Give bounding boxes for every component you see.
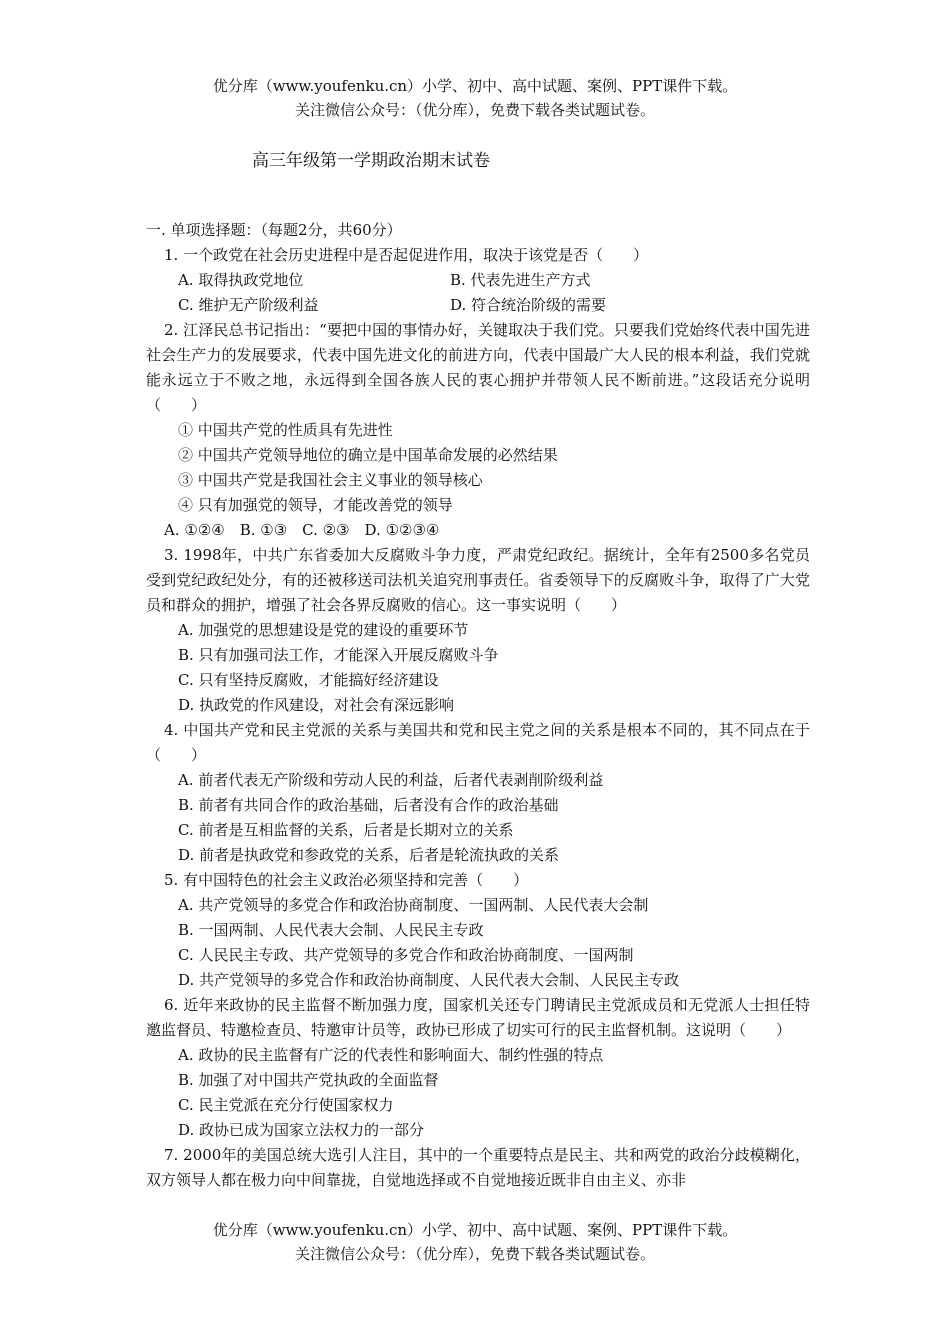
option-d: D. 政协已成为国家立法权力的一部分 xyxy=(178,1121,425,1139)
question-3-stem: 3. 1998年，中共广东省委加大反腐败斗争力度，严肃党纪政纪。据统计，全年有2500多名党员受到党纪政纪处分，有的还被移送司法机关追究刑事责任。省委领导下的反腐败斗争，取得了广大党员和群众的拥护，增强了社会各界反腐败的信心。这一事实说明（ ） xyxy=(146,546,810,614)
question-6-stem: 6. 近年来政协的民主监督不断加强力度，国家机关还专门聘请民主党派成员和无党派人士担任特邀监督员、特邀检查员、特邀审计员等，政协已形成了切实可行的民主监督机制。这说明（ ） xyxy=(146,996,810,1039)
question-1-options-row-1 xyxy=(146,268,810,293)
option-d: D. 符合统治阶级的需要 xyxy=(450,296,607,314)
option-d: D. 前者是执政党和参政党的关系，后者是轮流执政的关系 xyxy=(178,846,560,864)
option-c: C. 前者是互相监督的关系，后者是长期对立的关系 xyxy=(178,821,514,839)
option-b: B. 加强了对中国共产党执政的全面监督 xyxy=(178,1071,439,1089)
question-1-stem: 1. 一个政党在社会历史进程中是否起促进作用，取决于该党是否（ ） xyxy=(164,246,649,264)
question-4-stem: 4. 中国共产党和民主党派的关系与美国共和党和民主党之间的关系是根本不同的，其不同点在于（ ） xyxy=(146,721,810,764)
footer-line-2: 关注微信公众号：（优分库），免费下载各类试题试卷。 xyxy=(294,1245,655,1263)
exam-body xyxy=(146,218,810,1193)
option-a: A. 共产党领导的多党合作和政治协商制度、一国两制、人民代表大会制 xyxy=(178,896,649,914)
option-a: A. 取得执政党地位 xyxy=(178,271,304,289)
question-2-options: A. ①②④ B. ①③ C. ②③ D. ①②③④ xyxy=(164,521,440,539)
option-b: B. 只有加强司法工作，才能深入开展反腐败斗争 xyxy=(178,646,499,664)
option-d: D. 执政党的作风建设，对社会有深远影响 xyxy=(178,696,455,714)
section-heading: 一. 单项选择题：（每题2分，共60分） xyxy=(146,221,402,239)
option-a: A. 前者代表无产阶级和劳动人民的利益，后者代表剥削阶级利益 xyxy=(178,771,604,789)
option-d: D. 共产党领导的多党合作和政治协商制度、人民代表大会制、人民民主专政 xyxy=(178,971,680,989)
statement-1: ① 中国共产党的性质具有先进性 xyxy=(178,421,393,439)
option-c: C. 民主党派在充分行使国家权力 xyxy=(178,1096,394,1114)
header-line-2: 关注微信公众号：（优分库），免费下载各类试题试卷。 xyxy=(294,101,655,119)
site-footer xyxy=(0,1218,950,1266)
header-line-1: 优分库（www.youfenku.cn）小学、初中、高中试题、案例、PPT课件下载。 xyxy=(212,77,738,95)
option-a: A. 政协的民主监督有广泛的代表性和影响面大、制约性强的特点 xyxy=(178,1046,604,1064)
option-c: C. 维护无产阶级利益 xyxy=(178,296,319,314)
site-header xyxy=(0,74,950,122)
statement-4: ④ 只有加强党的领导，才能改善党的领导 xyxy=(178,496,453,514)
statement-2: ② 中国共产党领导地位的确立是中国革命发展的必然结果 xyxy=(178,446,558,464)
question-5-stem: 5. 有中国特色的社会主义政治必须坚持和完善（ ） xyxy=(164,871,529,889)
option-b: B. 代表先进生产方式 xyxy=(450,271,591,289)
question-1-options-row-2 xyxy=(146,293,810,318)
option-c: C. 人民民主专政、共产党领导的多党合作和政治协商制度、一国两制 xyxy=(178,946,634,964)
footer-line-1: 优分库（www.youfenku.cn）小学、初中、高中试题、案例、PPT课件下载。 xyxy=(212,1221,738,1239)
statement-3: ③ 中国共产党是我国社会主义事业的领导核心 xyxy=(178,471,483,489)
option-a: A. 加强党的思想建设是党的建设的重要环节 xyxy=(178,621,469,639)
question-7-stem: 7. 2000年的美国总统大选引人注目，其中的一个重要特点是民主、共和两党的政治分歧模糊化，双方领导人都在极力向中间靠拢，自觉地选择或不自觉地接近既非自由主义、亦非 xyxy=(146,1146,810,1189)
option-b: B. 一国两制、人民代表大会制、人民民主专政 xyxy=(178,921,484,939)
page-title: 高三年级第一学期政治期末试卷 xyxy=(252,151,490,171)
option-c: C. 只有坚持反腐败，才能搞好经济建设 xyxy=(178,671,439,689)
question-2-stem: 2. 江泽民总书记指出：“要把中国的事情办好，关键取决于我们党。只要我们党始终代表中国先进社会生产力的发展要求，代表中国先进文化的前进方向，代表中国最广大人民的根本利益，我们党就能永远立于不败之地，永远得到全国各族人民的衷心拥护并带领人民不断前进。”这段话充分说明（ ） xyxy=(146,321,810,414)
option-b: B. 前者有共同合作的政治基础，后者没有合作的政治基础 xyxy=(178,796,559,814)
